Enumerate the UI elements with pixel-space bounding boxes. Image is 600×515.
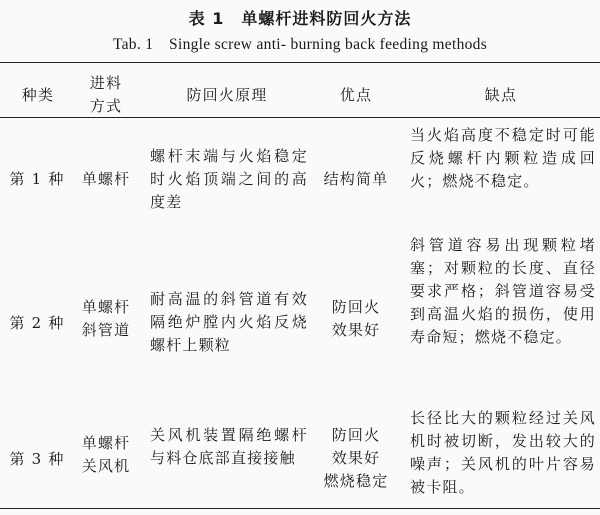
row1-principle: 螺杆末端与火焰稳定时火焰顶端之间的高度差 — [150, 147, 308, 211]
table-caption-en: Tab. 1 Single screw anti- burning back feeding methods — [112, 36, 488, 53]
row2-feed: 单螺杆 斜管道 — [81, 298, 131, 339]
header-feed: 进料 方式 — [89, 74, 123, 115]
header-cons: 缺点 — [484, 86, 518, 104]
table-caption-cn: 表 1 单螺杆进料防回火方法 — [188, 9, 412, 28]
row3-kind: 第 3 种 — [9, 450, 65, 468]
row3-pros: 防回火 效果好 燃烧稳定 — [323, 426, 389, 490]
row3-cons: 长径比大的颗粒经过关风机时被切断，发出较大的噪声；关风机的叶片容易被卡阻。 — [410, 409, 596, 496]
header-pros: 优点 — [339, 86, 373, 104]
row1-feed: 单螺杆 — [81, 170, 131, 188]
row2-kind: 第 2 种 — [9, 314, 65, 332]
header-rule — [0, 117, 600, 118]
row1-pros: 结构简单 — [323, 170, 389, 188]
row3-feed: 单螺杆 关风机 — [81, 434, 131, 475]
row2-principle: 耐高温的斜管道有效隔绝炉膛内火焰反烧螺杆上颗粒 — [150, 290, 308, 354]
row3-principle: 关风机装置隔绝螺杆与料仓底部直接接触 — [150, 426, 308, 467]
header-principle: 防回火原理 — [186, 86, 268, 104]
row2-cons: 斜管道容易出现颗粒堵塞；对颗粒的长度、直径要求严格；斜管道容易受到高温火焰的损伤，使用寿命短；燃烧不稳定。 — [410, 236, 596, 346]
top-rule — [0, 62, 600, 63]
row2-pros: 防回火 效果好 — [331, 298, 381, 339]
row1-kind: 第 1 种 — [9, 170, 65, 188]
header-kind: 种类 — [21, 86, 55, 104]
bottom-rule — [0, 508, 600, 509]
row1-cons: 当火焰高度不稳定时可能反烧螺杆内颗粒造成回火；燃烧不稳定。 — [410, 126, 596, 190]
